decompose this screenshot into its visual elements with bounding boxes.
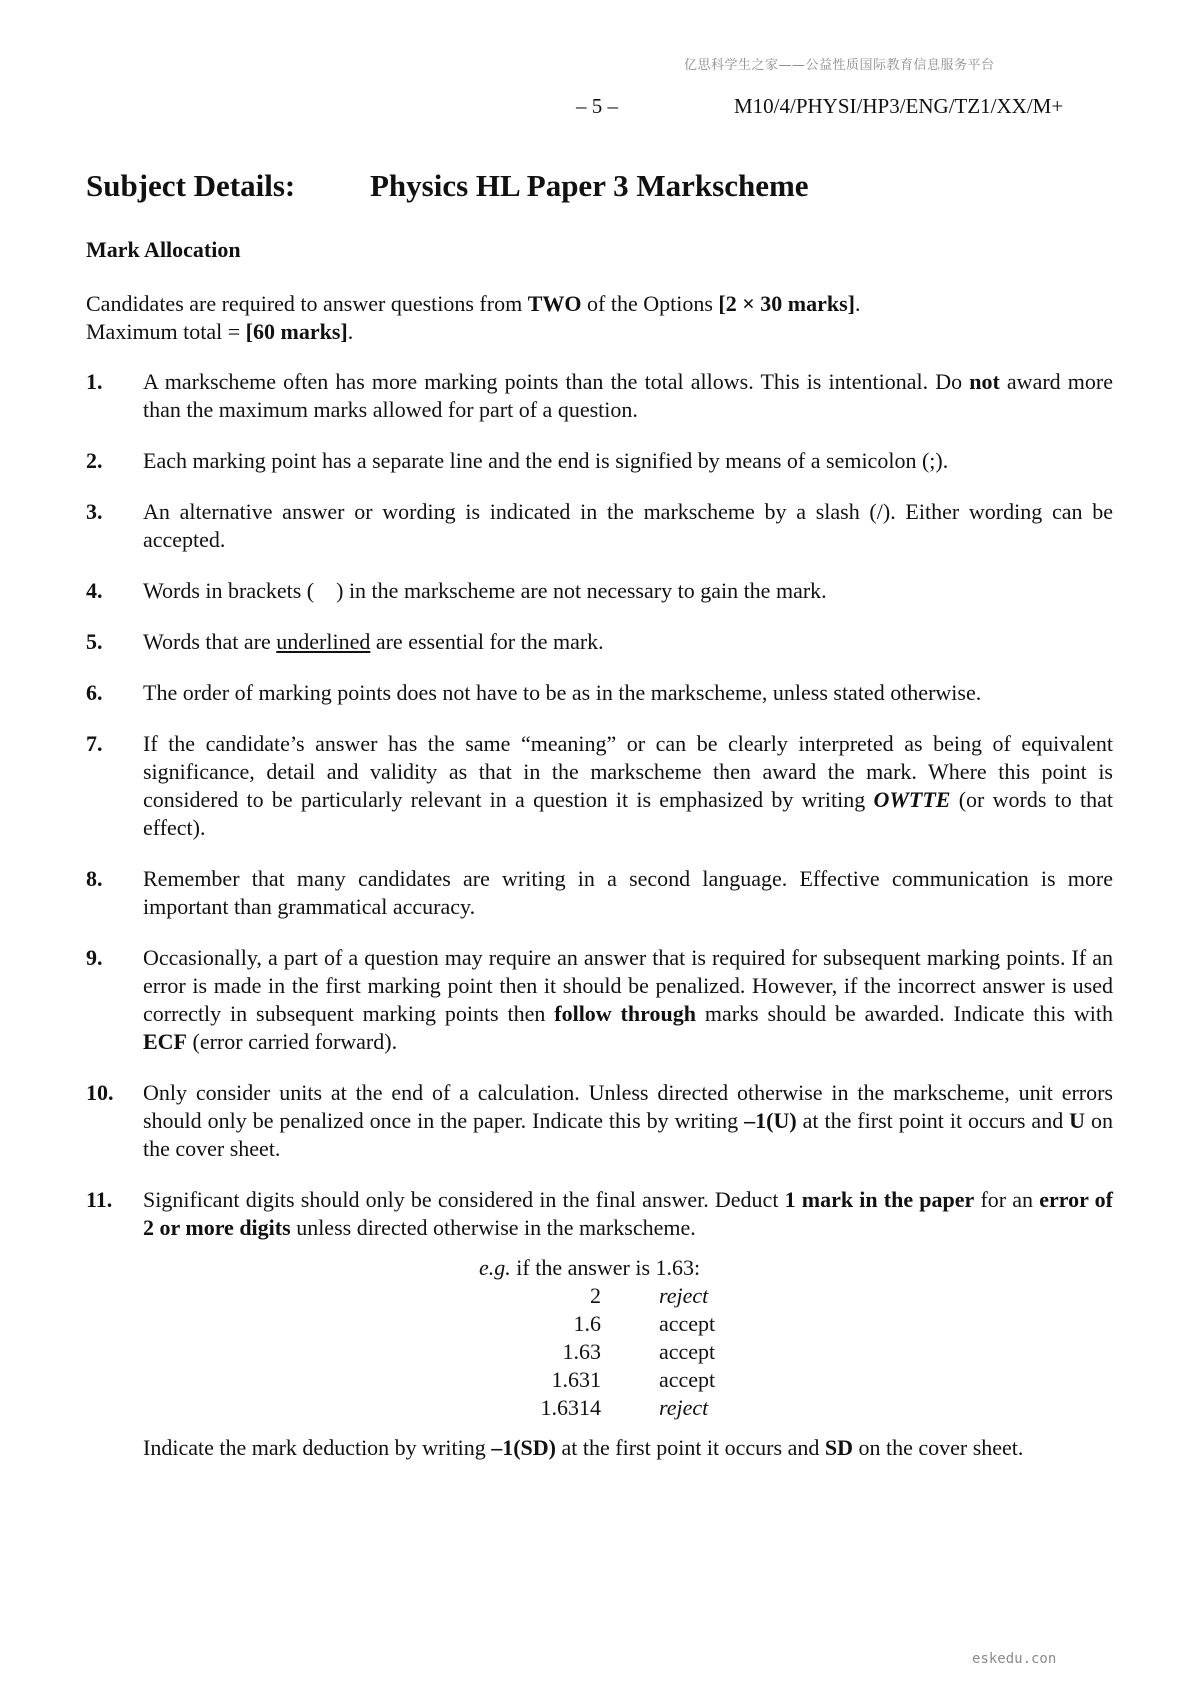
rule-7: 7. If the candidate’s answer has the same “meaning” or can be clearly interpreted as being of equivalent significance, detail and validity as that in the markscheme then award the mark. Where this point is considered to be particularly relevant in a question it is emphasized by writing OWTTE (or words to that effect). (86, 731, 1114, 840)
rule-number: 11. (86, 1187, 113, 1212)
rule-number: 1. (86, 369, 103, 394)
watermark-bottom: eskedu.con (972, 1651, 1057, 1667)
subject-value: Physics HL Paper 3 Markscheme (370, 168, 809, 203)
rule-4: 4. Words in brackets ( ) in the markscheme are not necessary to gain the mark. (86, 578, 827, 603)
subject-label: Subject Details: (86, 168, 296, 203)
rule-1: 1. A markscheme often has more marking points than the total allows. This is intentional. Do not award more than the maximum marks allowed for part of a question. (86, 369, 1113, 422)
example-intro: e.g. if the answer is 1.63: (479, 1255, 701, 1280)
mark-allocation-heading: Mark Allocation (86, 237, 241, 262)
rule-number: 5. (86, 629, 103, 654)
page-number: – 5 – (576, 94, 618, 118)
rule-number: 7. (86, 731, 103, 756)
rule-3: 3. An alternative answer or wording is indicated in the markscheme by a slash (/). Either wording can be accepted. (86, 499, 1113, 552)
rule-number: 2. (86, 448, 103, 473)
example-row: 1.6 accept (573, 1311, 716, 1336)
rule-number: 9. (86, 945, 103, 970)
example-row: 1.631 accept (551, 1367, 716, 1392)
subject-details (86, 168, 809, 204)
significant-digits-example (479, 1254, 749, 1422)
sd-footnote: Indicate the mark deduction by writing –1(SD) at the first point it occurs and SD on the cover sheet. (143, 1435, 1024, 1460)
rule-number: 4. (86, 578, 103, 603)
allocation-line-1: Candidates are required to answer questions from TWO of the Options [2 × 30 marks]. (86, 291, 861, 316)
example-row: 2 reject (590, 1283, 709, 1308)
marking-rules-list (86, 368, 1113, 1485)
rule-10: 10. Only consider units at the end of a calculation. Unless directed otherwise in the markscheme, unit errors should only be penalized once in the paper. Indicate this by writing –1(U) at the first point it occurs and U on the cover sheet. (86, 1080, 1114, 1161)
watermark-top: 亿思科学生之家——公益性质国际教育信息服务平台 (684, 58, 995, 73)
example-row: 1.63 accept (562, 1339, 716, 1364)
rule-number: 3. (86, 499, 103, 524)
example-row: 1.6314 reject (540, 1395, 709, 1420)
allocation-line-2: Maximum total = [60 marks]. (86, 319, 354, 344)
rule-6: 6. The order of marking points does not have to be as in the markscheme, unless stated otherwise. (86, 680, 982, 705)
rule-number: 10. (86, 1080, 114, 1105)
mark-allocation-text (86, 290, 1116, 346)
document-code: M10/4/PHYSI/HP3/ENG/TZ1/XX/M+ (734, 94, 1064, 118)
rule-number: 6. (86, 680, 103, 705)
rule-number: 8. (86, 866, 103, 891)
rule-8: 8. Remember that many candidates are writing in a second language. Effective communication is more important than grammatical accuracy. (86, 866, 1113, 919)
rule-2: 2. Each marking point has a separate line and the end is signified by means of a semicolon (;). (86, 448, 949, 473)
rule-5: 5. Words that are underlined are essential for the mark. (86, 629, 604, 654)
rule-11: 11. Significant digits should only be considered in the final answer. Deduct 1 mark in the paper for an error of 2 or more digits unless directed otherwise in the markscheme. e.g. if the answer is 1.63: 2 reject 1.6 accept 1.63 accept 1.631 accept 1.6314 reject Indicate the mark deduction by writing –1(SD) at the first point it occurs and SD on the cover sheet. (86, 1187, 1113, 1460)
rule-9: 9. Occasionally, a part of a question may require an answer that is required for subsequent marking points. If an error is made in the first marking point then it should be penalized. However, if the incorrect answer is used correctly in subsequent marking points then follow through marks should be awarded. Indicate this with ECF (error carried forward). (86, 945, 1114, 1054)
underlined-word: underlined (276, 629, 371, 654)
